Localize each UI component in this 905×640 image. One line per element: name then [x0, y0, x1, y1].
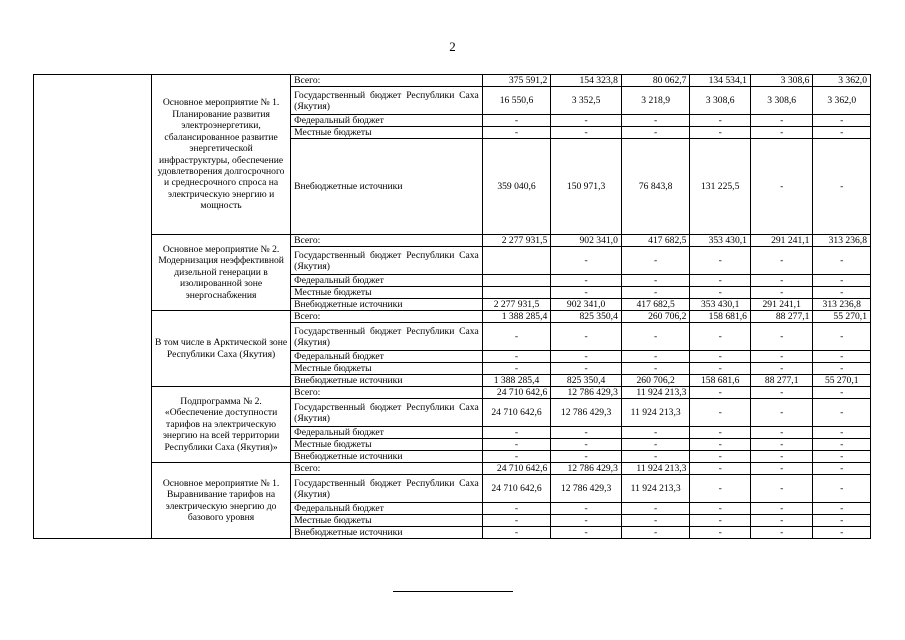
program-name-cell: В том числе в Арктической зоне Республики Саха (Якутия) [151, 311, 290, 387]
amount-cell: 353 430,1 [690, 235, 751, 247]
amount-cell: 3 308,6 [690, 87, 751, 115]
amount-cell: - [813, 515, 871, 527]
funding-source-cell: Федеральный бюджет [291, 275, 483, 287]
amount-cell: - [621, 275, 690, 287]
amount-cell: 2 277 931,5 [482, 235, 551, 247]
amount-cell: - [551, 127, 622, 139]
program-name-cell: Подпрограмма № 2. «Обеспечение доступности тарифов на электрическую энергию на всей территории Республики Саха (Якутия)» [151, 387, 290, 463]
funding-source-cell: Всего: [291, 75, 483, 87]
amount-cell: 76 843,8 [621, 139, 690, 235]
amount-cell: 260 706,2 [621, 375, 690, 387]
funding-source-cell: Местные бюджеты [291, 287, 483, 299]
amount-cell: - [551, 115, 622, 127]
funding-source-cell: Местные бюджеты [291, 127, 483, 139]
amount-cell: - [750, 115, 813, 127]
empty-column-cell [34, 75, 152, 539]
amount-cell: 55 270,1 [813, 311, 871, 323]
table-row [34, 235, 871, 247]
amount-cell: - [750, 451, 813, 463]
amount-cell: - [621, 115, 690, 127]
amount-cell: - [813, 287, 871, 299]
amount-cell: - [750, 275, 813, 287]
amount-cell: 16 550,6 [482, 87, 551, 115]
funding-source-cell: Всего: [291, 311, 483, 323]
amount-cell: 3 362,0 [813, 75, 871, 87]
amount-cell: 12 786 429,3 [551, 463, 622, 475]
funding-source-cell: Государственный бюджет Республики Саха (Якутия) [291, 323, 483, 351]
amount-cell: - [690, 503, 751, 515]
table-row [34, 463, 871, 475]
amount-cell: - [750, 503, 813, 515]
footer-rule [393, 591, 513, 592]
amount-cell: - [482, 323, 551, 351]
amount-cell: - [690, 323, 751, 351]
amount-cell: 11 924 213,3 [621, 399, 690, 427]
amount-cell: - [750, 351, 813, 363]
amount-cell: - [551, 363, 622, 375]
amount-cell: - [813, 139, 871, 235]
funding-source-cell: Внебюджетные источники [291, 451, 483, 463]
page-number: 2 [449, 39, 456, 54]
amount-cell: - [621, 323, 690, 351]
amount-cell: - [551, 323, 622, 351]
amount-cell: - [482, 427, 551, 439]
amount-cell: 825 350,4 [551, 311, 622, 323]
amount-cell: - [690, 515, 751, 527]
amount-cell: 3 308,6 [750, 75, 813, 87]
amount-cell: 12 786 429,3 [551, 399, 622, 427]
funding-source-cell: Местные бюджеты [291, 363, 483, 375]
amount-cell: - [750, 247, 813, 275]
amount-cell: - [750, 127, 813, 139]
amount-cell: 134 534,1 [690, 75, 751, 87]
amount-cell: - [690, 127, 751, 139]
budget-table [33, 74, 871, 539]
amount-cell: - [551, 247, 622, 275]
amount-cell: - [482, 351, 551, 363]
amount-cell: 1 388 285,4 [482, 311, 551, 323]
amount-cell: 260 706,2 [621, 311, 690, 323]
funding-source-cell: Всего: [291, 463, 483, 475]
amount-cell: 353 430,1 [690, 299, 751, 311]
amount-cell: - [621, 127, 690, 139]
amount-cell: - [482, 515, 551, 527]
amount-cell: 313 236,8 [813, 235, 871, 247]
amount-cell: 154 323,8 [551, 75, 622, 87]
amount-cell: 88 277,1 [750, 375, 813, 387]
amount-cell: - [750, 463, 813, 475]
amount-cell: 24 710 642,6 [482, 475, 551, 503]
amount-cell: 2 277 931,5 [482, 299, 551, 311]
funding-source-cell: Внебюджетные источники [291, 299, 483, 311]
amount-cell: - [551, 287, 622, 299]
amount-cell: - [813, 439, 871, 451]
amount-cell: - [813, 527, 871, 539]
amount-cell: 3 352,5 [551, 87, 622, 115]
amount-cell: - [621, 287, 690, 299]
amount-cell: 902 341,0 [551, 235, 622, 247]
amount-cell: 375 591,2 [482, 75, 551, 87]
amount-cell: - [813, 451, 871, 463]
amount-cell: - [813, 351, 871, 363]
amount-cell: 158 681,6 [690, 311, 751, 323]
funding-source-cell: Федеральный бюджет [291, 503, 483, 515]
amount-cell: 313 236,8 [813, 299, 871, 311]
amount-cell: - [813, 275, 871, 287]
funding-source-cell: Федеральный бюджет [291, 427, 483, 439]
amount-cell: 1 388 285,4 [482, 375, 551, 387]
amount-cell: - [813, 115, 871, 127]
funding-source-cell: Всего: [291, 387, 483, 399]
amount-cell: - [690, 363, 751, 375]
amount-cell: 291 241,1 [750, 299, 813, 311]
amount-cell: 11 924 213,3 [621, 463, 690, 475]
amount-cell: - [482, 127, 551, 139]
amount-cell: - [551, 351, 622, 363]
funding-source-cell: Всего: [291, 235, 483, 247]
amount-cell: - [813, 503, 871, 515]
amount-cell: 825 350,4 [551, 375, 622, 387]
amount-cell: - [690, 387, 751, 399]
program-name-cell: Основное мероприятие № 2. Модернизация неэффективной дизельной генерации в изолированной зоне энергоснабжения [151, 235, 290, 311]
amount-cell: - [482, 363, 551, 375]
amount-cell: - [482, 115, 551, 127]
amount-cell: - [621, 527, 690, 539]
funding-source-cell: Внебюджетные источники [291, 527, 483, 539]
amount-cell: 12 786 429,3 [551, 475, 622, 503]
amount-cell: - [551, 515, 622, 527]
amount-cell: - [621, 451, 690, 463]
amount-cell: - [750, 527, 813, 539]
funding-source-cell: Внебюджетные источники [291, 375, 483, 387]
amount-cell [482, 247, 551, 275]
amount-cell: - [551, 527, 622, 539]
amount-cell: 417 682,5 [621, 235, 690, 247]
amount-cell: - [482, 503, 551, 515]
amount-cell: - [690, 451, 751, 463]
amount-cell: - [750, 287, 813, 299]
amount-cell: - [813, 463, 871, 475]
funding-source-cell: Государственный бюджет Республики Саха (Якутия) [291, 475, 483, 503]
amount-cell: - [690, 275, 751, 287]
amount-cell: 150 971,3 [551, 139, 622, 235]
amount-cell: - [813, 399, 871, 427]
amount-cell: - [621, 247, 690, 275]
amount-cell: - [813, 475, 871, 503]
amount-cell: - [690, 427, 751, 439]
amount-cell: - [813, 427, 871, 439]
amount-cell: - [551, 503, 622, 515]
amount-cell: - [750, 399, 813, 427]
amount-cell: 24 710 642,6 [482, 463, 551, 475]
funding-source-cell: Местные бюджеты [291, 515, 483, 527]
amount-cell: - [482, 527, 551, 539]
amount-cell: 24 710 642,6 [482, 399, 551, 427]
amount-cell: 291 241,1 [750, 235, 813, 247]
program-name-cell: Основное мероприятие № 1. Планирование развития электроэнергетики, сбалансированное развитие энергетической инфраструктуры, обеспечение удовлетворения долгосрочного и среднесрочного спроса на электрическую энергию и мощность [151, 75, 290, 235]
funding-source-cell: Местные бюджеты [291, 439, 483, 451]
amount-cell: 11 924 213,3 [621, 475, 690, 503]
amount-cell: - [690, 351, 751, 363]
funding-source-cell: Внебюджетные источники [291, 139, 483, 235]
amount-cell: - [690, 399, 751, 427]
amount-cell: - [813, 387, 871, 399]
amount-cell: - [621, 363, 690, 375]
funding-source-cell: Федеральный бюджет [291, 351, 483, 363]
amount-cell: 11 924 213,3 [621, 387, 690, 399]
amount-cell: 24 710 642,6 [482, 387, 551, 399]
amount-cell: - [621, 439, 690, 451]
amount-cell: - [813, 363, 871, 375]
amount-cell: - [690, 115, 751, 127]
amount-cell: - [690, 247, 751, 275]
table-row [34, 311, 871, 323]
amount-cell: 902 341,0 [551, 299, 622, 311]
amount-cell: 88 277,1 [750, 311, 813, 323]
amount-cell: - [813, 247, 871, 275]
amount-cell: - [621, 351, 690, 363]
amount-cell: - [551, 427, 622, 439]
amount-cell: - [750, 515, 813, 527]
amount-cell: - [551, 451, 622, 463]
amount-cell [482, 275, 551, 287]
amount-cell: 3 218,9 [621, 87, 690, 115]
table-body [34, 75, 871, 539]
amount-cell: - [690, 287, 751, 299]
amount-cell: - [750, 387, 813, 399]
amount-cell: - [621, 427, 690, 439]
amount-cell: 417 682,5 [621, 299, 690, 311]
amount-cell: 131 225,5 [690, 139, 751, 235]
amount-cell: - [750, 363, 813, 375]
amount-cell: 359 040,6 [482, 139, 551, 235]
funding-source-cell: Федеральный бюджет [291, 115, 483, 127]
amount-cell: - [690, 439, 751, 451]
amount-cell: - [690, 463, 751, 475]
amount-cell: - [750, 475, 813, 503]
amount-cell: - [750, 427, 813, 439]
amount-cell: 3 308,6 [750, 87, 813, 115]
amount-cell: - [750, 323, 813, 351]
table-row [34, 387, 871, 399]
amount-cell: - [482, 439, 551, 451]
funding-source-cell: Государственный бюджет Республики Саха (Якутия) [291, 247, 483, 275]
amount-cell: - [482, 451, 551, 463]
amount-cell: - [813, 127, 871, 139]
amount-cell: - [813, 323, 871, 351]
amount-cell: - [750, 139, 813, 235]
amount-cell: 80 062,7 [621, 75, 690, 87]
amount-cell: - [621, 515, 690, 527]
amount-cell: - [621, 503, 690, 515]
amount-cell: - [690, 527, 751, 539]
funding-source-cell: Государственный бюджет Республики Саха (Якутия) [291, 399, 483, 427]
amount-cell: 158 681,6 [690, 375, 751, 387]
amount-cell [482, 287, 551, 299]
table-row [34, 75, 871, 87]
amount-cell: - [750, 439, 813, 451]
amount-cell: - [551, 275, 622, 287]
funding-source-cell: Государственный бюджет Республики Саха (Якутия) [291, 87, 483, 115]
amount-cell: 12 786 429,3 [551, 387, 622, 399]
program-name-cell: Основное мероприятие № 1. Выравнивание тарифов на электрическую энергию до базового уровня [151, 463, 290, 539]
amount-cell: 55 270,1 [813, 375, 871, 387]
amount-cell: - [551, 439, 622, 451]
amount-cell: 3 362,0 [813, 87, 871, 115]
amount-cell: - [690, 475, 751, 503]
